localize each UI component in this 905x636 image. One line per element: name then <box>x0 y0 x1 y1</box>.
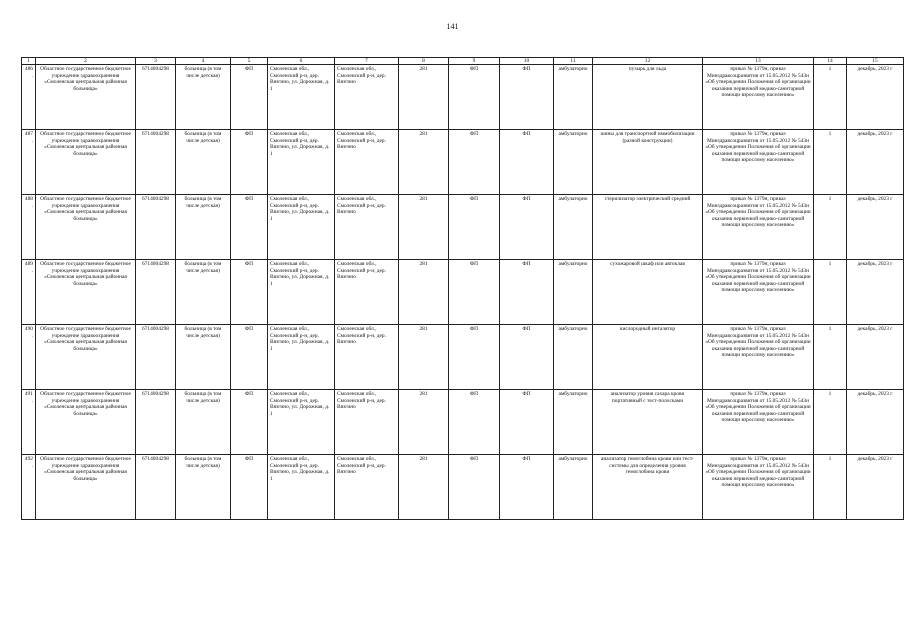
row-number-cell: 486. <box>22 65 36 130</box>
care-conditions-cell: амбулаторно <box>554 130 593 195</box>
locality-cell: Смоленская обл., Смоленский р-н, дер. Вязгино <box>335 195 399 260</box>
column-header: 10 <box>500 58 554 65</box>
table-row <box>22 260 904 325</box>
code-cell: 281 <box>399 325 449 390</box>
equipment-cell: анализатор гемоглобина крови или тест-системы для определения уровня гемоглобина крови <box>593 455 703 520</box>
unit-type-cell: ФП <box>231 195 268 260</box>
code-cell: 281 <box>399 390 449 455</box>
row-number-cell: 492. <box>22 455 36 520</box>
equipment-cell: шины для транспортной иммобилизации (разной конструкции) <box>593 130 703 195</box>
organization-cell: Областное государственное бюджетное учреждение здравоохранения «Смоленская центральная районная больница» <box>36 390 136 455</box>
care-conditions-cell: амбулаторно <box>554 390 593 455</box>
locality-cell: Смоленская обл., Смоленский р-н, дер. Вязгино <box>335 455 399 520</box>
facility-type-cell: больница (в том числе детская) <box>176 325 231 390</box>
column-10-cell: ФП <box>500 325 554 390</box>
organization-cell: Областное государственное бюджетное учреждение здравоохранения «Смоленская центральная районная больница» <box>36 260 136 325</box>
row-number-cell: 488. <box>22 195 36 260</box>
column-header: 1 <box>22 58 36 65</box>
unit-type-cell: ФП <box>231 455 268 520</box>
column-header: 12 <box>593 58 703 65</box>
code-cell: 281 <box>399 65 449 130</box>
quantity-cell: 1 <box>814 325 847 390</box>
table-row <box>22 130 904 195</box>
equipment-cell: сухожаровой шкаф или автоклав <box>593 260 703 325</box>
locality-cell: Смоленская обл., Смоленский р-н, дер. Вязгино <box>335 65 399 130</box>
date-cell: декабрь, 2023 г <box>847 260 904 325</box>
page-number: 141 <box>446 22 459 31</box>
regulation-cell: приказ № 1379н, приказ Минздравсоцразвития от 15.05.2012 № 543н «Об утверждении Положения об организации оказания первичной медико-санитарной помощи взрослому населению» <box>703 390 814 455</box>
inn-cell: 6714004298 <box>136 65 176 130</box>
facility-type-cell: больница (в том числе детская) <box>176 130 231 195</box>
locality-cell: Смоленская обл., Смоленский р-н, дер. Вязгино <box>335 260 399 325</box>
organization-cell: Областное государственное бюджетное учреждение здравоохранения «Смоленская центральная районная больница» <box>36 130 136 195</box>
code-cell: 281 <box>399 260 449 325</box>
column-10-cell: ФП <box>500 65 554 130</box>
quantity-cell: 1 <box>814 260 847 325</box>
column-header: 11 <box>554 58 593 65</box>
column-header: 6 <box>268 58 335 65</box>
care-conditions-cell: амбулаторно <box>554 455 593 520</box>
inn-cell: 6714004298 <box>136 455 176 520</box>
row-number-cell: 489. <box>22 260 36 325</box>
column-10-cell: ФП <box>500 195 554 260</box>
care-conditions-cell: амбулаторно <box>554 325 593 390</box>
care-conditions-cell: амбулаторно <box>554 260 593 325</box>
address-cell: Смоленская обл., Смоленский р-н, дер. Вязгино, ул. Дорожная, д. 1 <box>268 130 335 195</box>
address-cell: Смоленская обл., Смоленский р-н, дер. Вязгино, ул. Дорожная, д. 1 <box>268 65 335 130</box>
table-row <box>22 325 904 390</box>
column-9-cell: ФП <box>449 455 500 520</box>
unit-type-cell: ФП <box>231 390 268 455</box>
column-header: 15 <box>847 58 904 65</box>
column-header: 8 <box>399 58 449 65</box>
organization-cell: Областное государственное бюджетное учреждение здравоохранения «Смоленская центральная районная больница» <box>36 65 136 130</box>
facility-type-cell: больница (в том числе детская) <box>176 455 231 520</box>
column-9-cell: ФП <box>449 260 500 325</box>
column-10-cell: ФП <box>500 260 554 325</box>
column-header: 4 <box>176 58 231 65</box>
date-cell: декабрь, 2023 г <box>847 65 904 130</box>
code-cell: 281 <box>399 195 449 260</box>
inn-cell: 6714004298 <box>136 195 176 260</box>
column-header: 5 <box>231 58 268 65</box>
regulation-cell: приказ № 1379н, приказ Минздравсоцразвития от 15.05.2012 № 543н «Об утверждении Положения об организации оказания первичной медико-санитарной помощи взрослому населению» <box>703 130 814 195</box>
inn-cell: 6714004298 <box>136 390 176 455</box>
column-header: 7 <box>335 58 399 65</box>
equipment-table <box>21 57 904 520</box>
locality-cell: Смоленская обл., Смоленский р-н, дер. Вязгино <box>335 130 399 195</box>
column-header: 3 <box>136 58 176 65</box>
date-cell: декабрь, 2023 г <box>847 390 904 455</box>
column-10-cell: ФП <box>500 130 554 195</box>
inn-cell: 6714004298 <box>136 130 176 195</box>
equipment-cell: анализатор уровня сахара крови портативный с тест-полосками <box>593 390 703 455</box>
equipment-cell: кислородный ингалятор <box>593 325 703 390</box>
column-9-cell: ФП <box>449 195 500 260</box>
regulation-cell: приказ № 1379н, приказ Минздравсоцразвития от 15.05.2012 № 543н «Об утверждении Положения об организации оказания первичной медико-санитарной помощи взрослому населению» <box>703 325 814 390</box>
date-cell: декабрь, 2023 г <box>847 195 904 260</box>
unit-type-cell: ФП <box>231 65 268 130</box>
column-9-cell: ФП <box>449 65 500 130</box>
facility-type-cell: больница (в том числе детская) <box>176 260 231 325</box>
code-cell: 281 <box>399 455 449 520</box>
table-row <box>22 65 904 130</box>
unit-type-cell: ФП <box>231 325 268 390</box>
unit-type-cell: ФП <box>231 260 268 325</box>
organization-cell: Областное государственное бюджетное учреждение здравоохранения «Смоленская центральная районная больница» <box>36 325 136 390</box>
care-conditions-cell: амбулаторно <box>554 65 593 130</box>
quantity-cell: 1 <box>814 130 847 195</box>
table-header-row <box>22 58 904 65</box>
facility-type-cell: больница (в том числе детская) <box>176 195 231 260</box>
address-cell: Смоленская обл., Смоленский р-н, дер. Вязгино, ул. Дорожная, д. 1 <box>268 195 335 260</box>
address-cell: Смоленская обл., Смоленский р-н, дер. Вязгино, ул. Дорожная, д. 1 <box>268 325 335 390</box>
equipment-cell: пузырь для льда <box>593 65 703 130</box>
address-cell: Смоленская обл., Смоленский р-н, дер. Вязгино, ул. Дорожная, д. 1 <box>268 455 335 520</box>
date-cell: декабрь, 2023 г <box>847 455 904 520</box>
table-row <box>22 455 904 520</box>
quantity-cell: 1 <box>814 390 847 455</box>
inn-cell: 6714004298 <box>136 260 176 325</box>
quantity-cell: 1 <box>814 455 847 520</box>
locality-cell: Смоленская обл., Смоленский р-н, дер. Вязгино <box>335 325 399 390</box>
column-header: 14 <box>814 58 847 65</box>
date-cell: декабрь, 2023 г <box>847 325 904 390</box>
table-row <box>22 195 904 260</box>
organization-cell: Областное государственное бюджетное учреждение здравоохранения «Смоленская центральная районная больница» <box>36 455 136 520</box>
row-number-cell: 487. <box>22 130 36 195</box>
address-cell: Смоленская обл., Смоленский р-н, дер. Вязгино, ул. Дорожная, д. 1 <box>268 260 335 325</box>
column-header: 13 <box>703 58 814 65</box>
date-cell: декабрь, 2023 г <box>847 130 904 195</box>
code-cell: 281 <box>399 130 449 195</box>
regulation-cell: приказ № 1379н, приказ Минздравсоцразвития от 15.05.2012 № 543н «Об утверждении Положения об организации оказания первичной медико-санитарной помощи взрослому населению» <box>703 455 814 520</box>
facility-type-cell: больница (в том числе детская) <box>176 390 231 455</box>
facility-type-cell: больница (в том числе детская) <box>176 65 231 130</box>
care-conditions-cell: амбулаторно <box>554 195 593 260</box>
column-header: 2 <box>36 58 136 65</box>
column-9-cell: ФП <box>449 390 500 455</box>
inn-cell: 6714004298 <box>136 325 176 390</box>
equipment-cell: стерилизатор электрический средний <box>593 195 703 260</box>
column-header: 9 <box>449 58 500 65</box>
column-9-cell: ФП <box>449 130 500 195</box>
table-row <box>22 390 904 455</box>
organization-cell: Областное государственное бюджетное учреждение здравоохранения «Смоленская центральная районная больница» <box>36 195 136 260</box>
row-number-cell: 491. <box>22 390 36 455</box>
column-10-cell: ФП <box>500 390 554 455</box>
locality-cell: Смоленская обл., Смоленский р-н, дер. Вязгино <box>335 390 399 455</box>
quantity-cell: 1 <box>814 65 847 130</box>
row-number-cell: 490. <box>22 325 36 390</box>
column-9-cell: ФП <box>449 325 500 390</box>
address-cell: Смоленская обл., Смоленский р-н, дер. Вязгино, ул. Дорожная, д. 1 <box>268 390 335 455</box>
regulation-cell: приказ № 1379н, приказ Минздравсоцразвития от 15.05.2012 № 543н «Об утверждении Положения об организации оказания первичной медико-санитарной помощи взрослому населению» <box>703 260 814 325</box>
regulation-cell: приказ № 1379н, приказ Минздравсоцразвития от 15.05.2012 № 543н «Об утверждении Положения об организации оказания первичной медико-санитарной помощи взрослому населению» <box>703 195 814 260</box>
quantity-cell: 1 <box>814 195 847 260</box>
unit-type-cell: ФП <box>231 130 268 195</box>
column-10-cell: ФП <box>500 455 554 520</box>
regulation-cell: приказ № 1379н, приказ Минздравсоцразвития от 15.05.2012 № 543н «Об утверждении Положения об организации оказания первичной медико-санитарной помощи взрослому населению» <box>703 65 814 130</box>
